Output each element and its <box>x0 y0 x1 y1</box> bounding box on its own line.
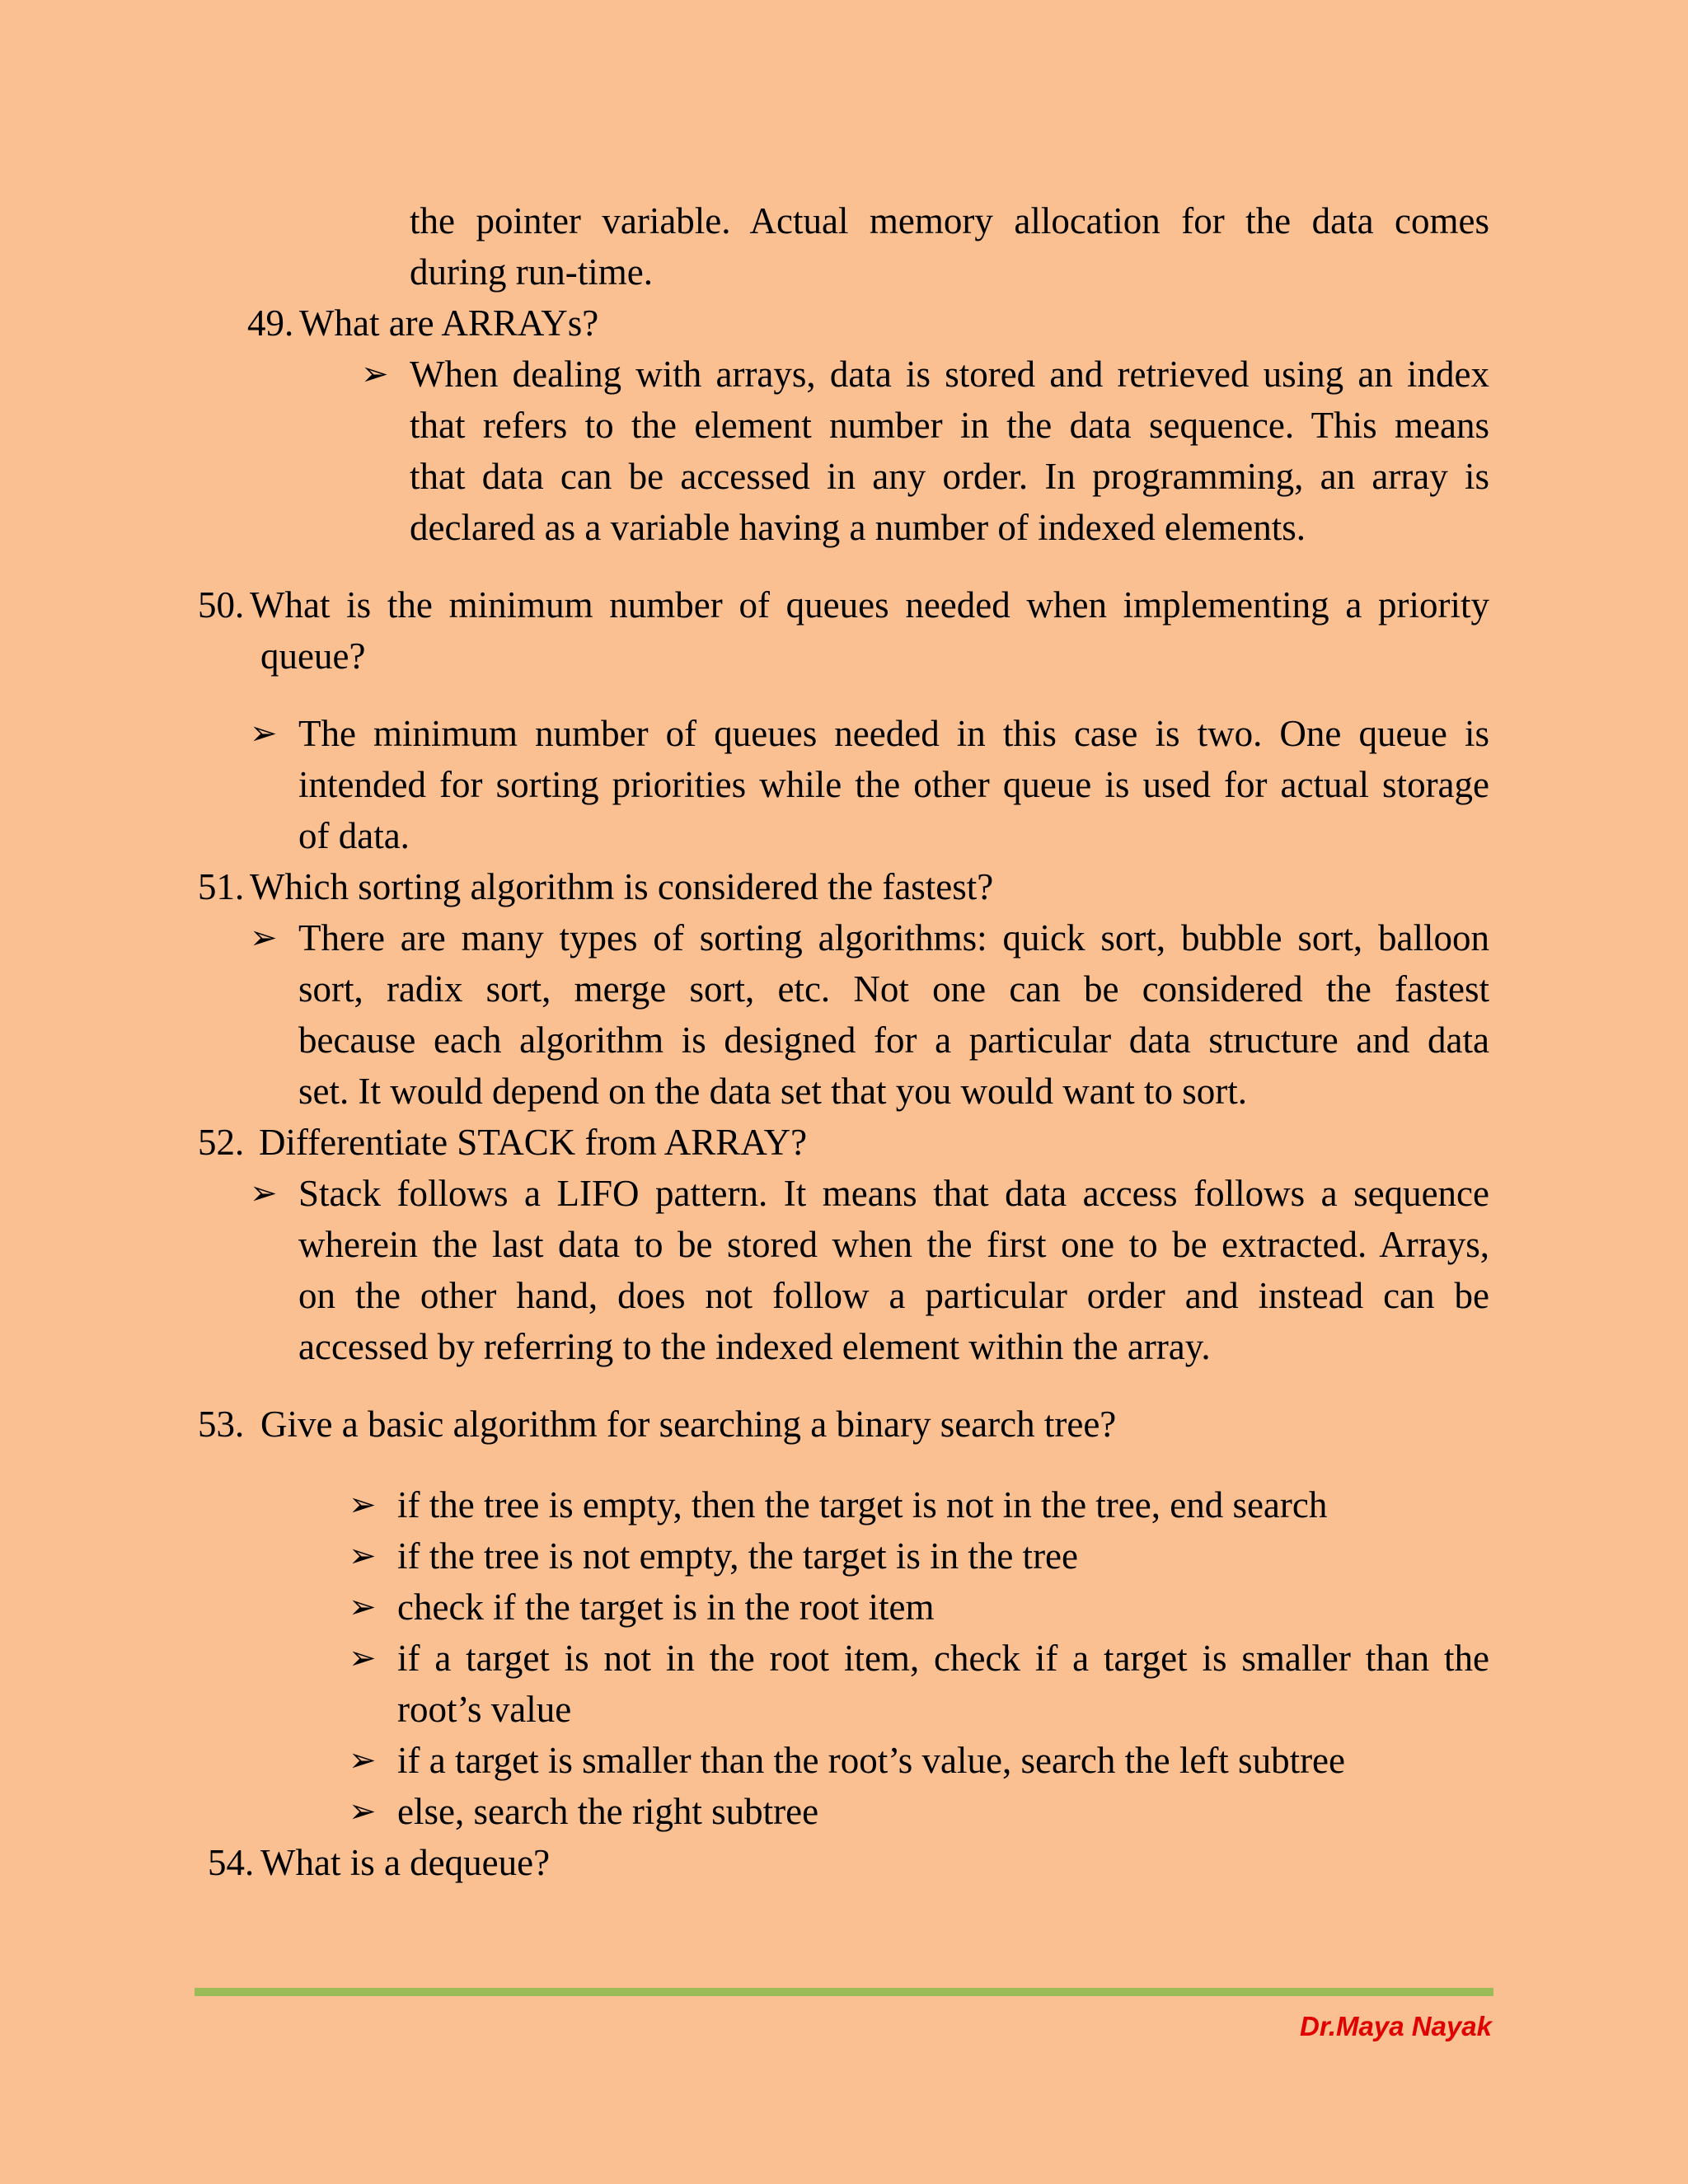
step-53-6: else, search the right subtree <box>397 1791 819 1832</box>
answer-49-line-3: that data can be accessed in any order. In programming, an array is <box>410 456 1489 497</box>
step-53-4-continued: root’s value <box>397 1689 572 1730</box>
answer-49-line-2: that refers to the element number in the data sequence. This means <box>410 405 1489 446</box>
step-53-5: if a target is smaller than the root’s value, search the left subtree <box>397 1740 1346 1781</box>
answer-50-line-2: intended for sorting priorities while the other queue is used for actual storage <box>298 764 1489 805</box>
step-53-4: if a target is not in the root item, check if a target is smaller than the <box>397 1638 1489 1679</box>
answer-49-line-4: declared as a variable having a number of indexed elements. <box>410 507 1306 548</box>
answer-51-line-2: sort, radix sort, merge sort, etc. Not one can be considered the fastest <box>298 968 1489 1010</box>
answer-52-line-1: Stack follows a LIFO pattern. It means that data access follows a sequence <box>298 1173 1489 1214</box>
answer-51-line-1: There are many types of sorting algorithms: quick sort, bubble sort, balloon <box>298 917 1489 958</box>
step-53-2: if the tree is not empty, the target is in the tree <box>397 1535 1078 1577</box>
question-52-text: Differentiate STACK from ARRAY? <box>259 1122 808 1163</box>
arrow-bullet-icon: ➢ <box>349 1486 377 1524</box>
question-53-text: Give a basic algorithm for searching a binary search tree? <box>260 1404 1117 1445</box>
arrow-bullet-icon: ➢ <box>250 1174 278 1212</box>
arrow-bullet-icon: ➢ <box>349 1793 377 1830</box>
question-number-49: 49. <box>247 302 294 344</box>
question-number-51: 51. <box>198 866 245 907</box>
arrow-bullet-icon: ➢ <box>361 355 389 393</box>
answer-49-line-1: When dealing with arrays, data is stored and retrieved using an index <box>410 354 1489 395</box>
answer-52-line-4: accessed by referring to the indexed element within the array. <box>298 1326 1211 1367</box>
question-50-line-2: queue? <box>260 635 366 677</box>
question-54-text: What is a dequeue? <box>260 1842 551 1883</box>
answer-50-line-3: of data. <box>298 815 410 856</box>
continuation-line-2: during run-time. <box>410 251 653 293</box>
arrow-bullet-icon: ➢ <box>349 1741 377 1779</box>
question-number-54: 54. <box>208 1842 255 1883</box>
question-50-line-1: What is the minimum number of queues needed when implementing a priority <box>250 584 1489 626</box>
step-53-3: check if the target is in the root item <box>397 1586 935 1628</box>
arrow-bullet-icon: ➢ <box>250 715 278 752</box>
footer-author: Dr.Maya Nayak <box>1300 2011 1492 2041</box>
footer-divider <box>195 1988 1493 1996</box>
answer-51-line-3: because each algorithm is designed for a particular data structure and data <box>298 1019 1489 1061</box>
question-51-text: Which sorting algorithm is considered the fastest? <box>250 866 994 907</box>
continuation-line-1: the pointer variable. Actual memory allocation for the data comes <box>410 200 1489 241</box>
answer-52-line-2: wherein the last data to be stored when the first one to be extracted. Arrays, <box>298 1224 1489 1265</box>
answer-50-line-1: The minimum number of queues needed in this case is two. One queue is <box>298 713 1489 754</box>
arrow-bullet-icon: ➢ <box>349 1537 377 1575</box>
arrow-bullet-icon: ➢ <box>349 1639 377 1677</box>
answer-51-line-4: set. It would depend on the data set that you would want to sort. <box>298 1071 1248 1112</box>
answer-52-line-3: on the other hand, does not follow a particular order and instead can be <box>298 1275 1489 1316</box>
question-49-text: What are ARRAYs? <box>299 302 599 344</box>
question-number-50: 50. <box>198 584 245 626</box>
question-number-52: 52. <box>198 1122 245 1163</box>
arrow-bullet-icon: ➢ <box>250 919 278 957</box>
question-number-53: 53. <box>198 1404 245 1445</box>
step-53-1: if the tree is empty, then the target is not in the tree, end search <box>397 1484 1328 1526</box>
arrow-bullet-icon: ➢ <box>349 1588 377 1626</box>
